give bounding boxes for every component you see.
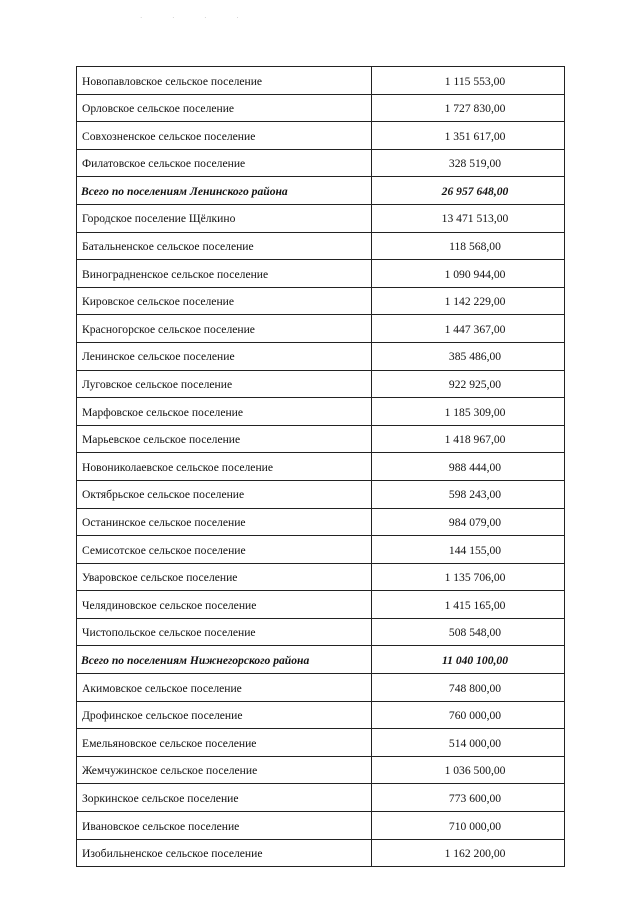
table-row: [77, 260, 565, 288]
settlement-budget-table: [76, 66, 565, 867]
table-row: [77, 398, 565, 426]
table-row: [77, 674, 565, 702]
table-row: [77, 204, 565, 232]
settlement-amount: 1 135 706,00: [372, 563, 565, 591]
settlement-amount: 1 185 309,00: [372, 398, 565, 426]
table-row: [77, 729, 565, 757]
table-row: [77, 149, 565, 177]
settlement-amount: 1 142 229,00: [372, 287, 565, 315]
settlement-amount: 1 727 830,00: [372, 94, 565, 122]
settlement-name: Виноградненское сельское поселение: [77, 260, 372, 288]
settlement-amount: 1 115 553,00: [372, 67, 565, 95]
settlement-name: Марфовское сельское поселение: [77, 398, 372, 426]
settlement-name: Кировское сельское поселение: [77, 287, 372, 315]
settlement-amount: 144 155,00: [372, 536, 565, 564]
settlement-name: Батальненское сельское поселение: [77, 232, 372, 260]
settlement-amount: 1 447 367,00: [372, 315, 565, 343]
settlement-amount: 773 600,00: [372, 784, 565, 812]
settlement-amount: 984 079,00: [372, 508, 565, 536]
settlement-name: Ленинское сельское поселение: [77, 342, 372, 370]
settlement-amount: 328 519,00: [372, 149, 565, 177]
table-row: [77, 122, 565, 150]
settlement-name: Дрофинское сельское поселение: [77, 701, 372, 729]
settlement-amount: 1 036 500,00: [372, 756, 565, 784]
settlement-name: Изобильненское сельское поселение: [77, 839, 372, 867]
settlement-name: Семисотское сельское поселение: [77, 536, 372, 564]
table-row: [77, 591, 565, 619]
table-row: [77, 232, 565, 260]
table-total-row: [77, 646, 565, 674]
settlement-amount: 760 000,00: [372, 701, 565, 729]
table-row: [77, 812, 565, 840]
settlement-name: Уваровское сельское поселение: [77, 563, 372, 591]
settlement-name: Жемчужинское сельское поселение: [77, 756, 372, 784]
settlement-name: Совхозненское сельское поселение: [77, 122, 372, 150]
settlement-name: Останинское сельское поселение: [77, 508, 372, 536]
settlement-amount: 1 415 165,00: [372, 591, 565, 619]
table-row: [77, 370, 565, 398]
table-row: [77, 563, 565, 591]
table-row: [77, 480, 565, 508]
table-total-row: [77, 177, 565, 205]
settlement-amount: 385 486,00: [372, 342, 565, 370]
settlement-name: Луговское сельское поселение: [77, 370, 372, 398]
table-row: [77, 701, 565, 729]
table-row: [77, 839, 565, 867]
table-row: [77, 784, 565, 812]
settlement-amount: 748 800,00: [372, 674, 565, 702]
district-total-label: Всего по поселениям Нижнегорского района: [77, 646, 372, 674]
district-total-amount: 26 957 648,00: [372, 177, 565, 205]
scan-artifact-dots: · · · ·: [140, 14, 253, 22]
settlement-name: Филатовское сельское поселение: [77, 149, 372, 177]
district-total-amount: 11 040 100,00: [372, 646, 565, 674]
table-row: [77, 287, 565, 315]
settlement-name: Емельяновское сельское поселение: [77, 729, 372, 757]
table-row: [77, 67, 565, 95]
settlement-name: Новониколаевское сельское поселение: [77, 453, 372, 481]
settlement-name: Новопавловское сельское поселение: [77, 67, 372, 95]
settlement-amount: 1 351 617,00: [372, 122, 565, 150]
settlement-amount: 508 548,00: [372, 618, 565, 646]
settlement-amount: 1 418 967,00: [372, 425, 565, 453]
settlement-amount: 598 243,00: [372, 480, 565, 508]
table-row: [77, 342, 565, 370]
settlement-amount: 118 568,00: [372, 232, 565, 260]
district-total-label: Всего по поселениям Ленинского района: [77, 177, 372, 205]
settlement-amount: 988 444,00: [372, 453, 565, 481]
settlement-name: Октябрьское сельское поселение: [77, 480, 372, 508]
settlement-name: Городское поселение Щёлкино: [77, 204, 372, 232]
settlement-name: Марьевское сельское поселение: [77, 425, 372, 453]
settlement-amount: 514 000,00: [372, 729, 565, 757]
table-row: [77, 536, 565, 564]
settlement-amount: 1 090 944,00: [372, 260, 565, 288]
table-row: [77, 425, 565, 453]
settlement-name: Орловское сельское поселение: [77, 94, 372, 122]
settlement-name: Чистопольское сельское поселение: [77, 618, 372, 646]
table-row: [77, 453, 565, 481]
settlement-amount: 13 471 513,00: [372, 204, 565, 232]
settlement-name: Челядиновское сельское поселение: [77, 591, 372, 619]
table-row: [77, 508, 565, 536]
settlement-name: Акимовское сельское поселение: [77, 674, 372, 702]
table-row: [77, 315, 565, 343]
settlement-amount: 922 925,00: [372, 370, 565, 398]
settlement-amount: 1 162 200,00: [372, 839, 565, 867]
settlement-name: Красногорское сельское поселение: [77, 315, 372, 343]
table-row: [77, 618, 565, 646]
settlement-name: Ивановское сельское поселение: [77, 812, 372, 840]
table-body: [77, 67, 565, 867]
table-row: [77, 756, 565, 784]
table-row: [77, 94, 565, 122]
settlement-amount: 710 000,00: [372, 812, 565, 840]
settlement-name: Зоркинское сельское поселение: [77, 784, 372, 812]
